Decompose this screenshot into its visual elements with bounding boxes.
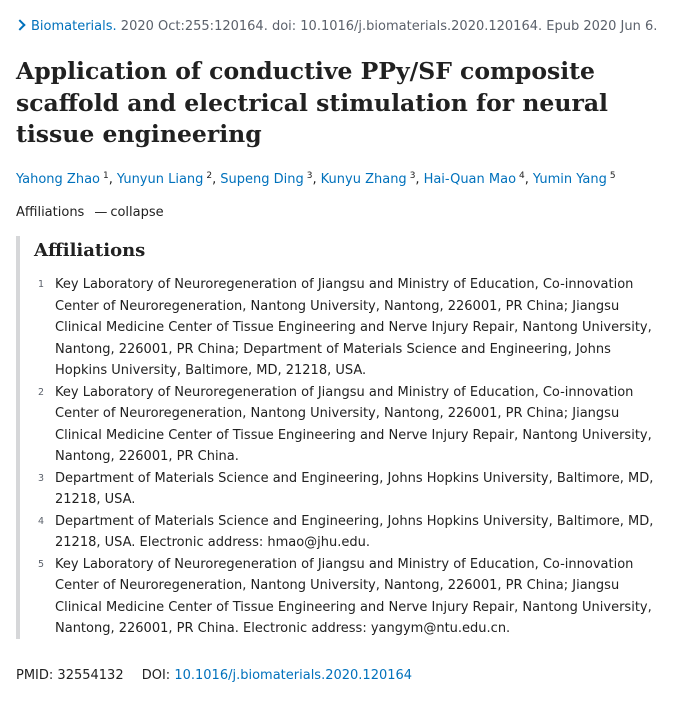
affiliation-text: Department of Materials Science and Engineering, Johns Hopkins University, Baltimore, MD, 21218, USA. — [55, 470, 654, 507]
affiliation-item — [36, 511, 666, 554]
author-link[interactable]: Yahong Zhao — [16, 172, 100, 187]
affiliations-heading: Affiliations — [34, 240, 146, 261]
author-affiliation-ref[interactable]: 1 — [103, 171, 109, 181]
author-link[interactable]: Yunyun Liang — [116, 172, 204, 187]
author-separator: , — [212, 172, 217, 187]
affiliation-text: Key Laboratory of Neuroregeneration of Jiangsu and Ministry of Education, Co-innovation Center of Neuroregeneration, Nantong University, Nantong, 226001, PR China; Jiangsu Clinical Medicine Center of Tissue Engineering and Nerve Injury Repair, Nantong University, Nantong, 226001, PR China; Department of Materials Science and Engineering, Johns Hopkins University, Baltimore, MD, 21218, USA. — [55, 277, 652, 378]
doi-link[interactable]: 10.1016/j.biomaterials.2020.120164 — [174, 668, 413, 683]
author-link[interactable]: Yumin Yang — [532, 172, 607, 187]
author-separator: , — [312, 172, 317, 187]
journal-link[interactable]: Biomaterials. — [31, 19, 117, 34]
affiliation-number: 3 — [38, 472, 45, 484]
author-link[interactable]: Kunyu Zhang — [320, 172, 407, 187]
author-separator: , — [524, 172, 529, 187]
article-title: Application of conductive PPy/SF composite scaffold and electrical stimulation for neural tissue engineering — [16, 57, 608, 148]
affiliations-toggle-label: Affiliations — [16, 205, 85, 220]
author-link[interactable]: Hai-Quan Mao — [423, 172, 517, 187]
author-affiliation-ref[interactable]: 5 — [609, 171, 616, 181]
affiliations-toggle-action: collapse — [110, 205, 164, 220]
affiliation-item — [36, 382, 666, 468]
affiliation-item — [36, 554, 666, 640]
affiliation-number: 4 — [38, 515, 45, 527]
doi-label: DOI: — [141, 668, 171, 683]
affiliations-toggle[interactable] — [16, 204, 164, 222]
affiliation-item — [36, 468, 666, 511]
author-affiliation-ref[interactable]: 3 — [409, 171, 416, 181]
affiliation-text: Department of Materials Science and Engineering, Johns Hopkins University, Baltimore, MD, 21218, USA. Electronic address: hmao@jhu.edu. — [55, 513, 654, 550]
affiliation-text: Key Laboratory of Neuroregeneration of Jiangsu and Ministry of Education, Co-innovation Center of Neuroregeneration, Nantong University, Nantong, 226001, PR China; Jiangsu Clinical Medicine Center of Tissue Engineering and Nerve Injury Repair, Nantong University, Nantong, 226001, PR China. Electronic address: yangym@ntu.edu.cn. — [55, 556, 652, 636]
author-affiliation-ref[interactable]: 3 — [306, 171, 313, 181]
affiliation-number: 5 — [38, 558, 45, 570]
chevron-right-icon — [14, 19, 25, 30]
pmid-value: 32554132 — [57, 668, 124, 683]
author-affiliation-ref[interactable]: 2 — [206, 171, 213, 181]
authors-list — [16, 170, 616, 190]
author-link[interactable]: Supeng Ding — [220, 172, 304, 187]
citation-line — [16, 18, 657, 36]
author-affiliation-ref[interactable]: 4 — [519, 171, 525, 181]
affiliation-number: 2 — [38, 386, 45, 398]
affiliation-text: Key Laboratory of Neuroregeneration of Jiangsu and Ministry of Education, Co-innovation Center of Neuroregeneration, Nantong University, Nantong, 226001, PR China; Jiangsu Clinical Medicine Center of Tissue Engineering and Nerve Injury Repair, Nantong University, Nantong, 226001, PR China. — [55, 384, 652, 464]
author-separator: , — [415, 172, 420, 187]
affiliation-number: 1 — [38, 279, 45, 290]
affiliations-list — [36, 274, 666, 640]
citation-details: 2020 Oct:255:120164. doi: 10.1016/j.biomaterials.2020.120164. Epub 2020 Jun 6. — [120, 19, 658, 34]
collapse-dash-icon: — — [94, 205, 108, 220]
affiliation-item — [36, 274, 666, 382]
pmid-label: PMID: — [16, 668, 54, 683]
author-separator: , — [108, 172, 113, 187]
article-identifiers — [16, 666, 412, 686]
affiliations-panel — [16, 236, 670, 639]
